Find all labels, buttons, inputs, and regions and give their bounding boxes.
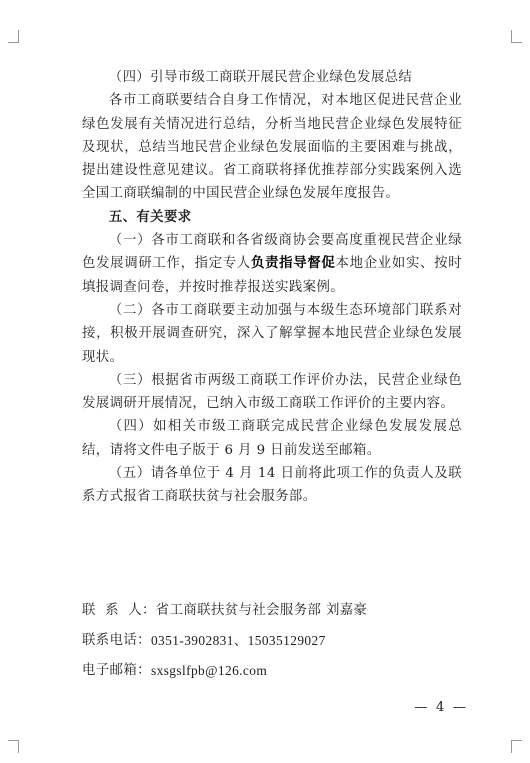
section-heading-requirements: 五、有关要求 xyxy=(108,208,192,225)
paragraph-requirement-2: （二）各市工商联要主动加强与本级生态环境部门联系对接，积极开展调查研究，深入了解掌握本地民营企业绿色发展现状。 xyxy=(82,302,462,365)
paragraph-requirement-3: （三）根据省市两级工商联工作评价办法，民营企业绿色发展调研开展情况，已纳入市级工商联工作评价的主要内容。 xyxy=(82,372,462,412)
document-body xyxy=(82,66,462,509)
paragraph-requirement-1 xyxy=(82,229,462,299)
contact-block xyxy=(82,596,462,686)
contact-phone-label: 联系电话： xyxy=(82,633,151,648)
requirement-1-text-before: （一）各市工商联和各省级商协会要高度重视民营企业绿色发展调研工作，指定专人 xyxy=(82,233,462,272)
requirement-1-text-after: 本地企业如实、按时填报调查问卷，并按时推荐报送实践案例。 xyxy=(82,256,462,295)
contact-phone-row xyxy=(82,626,462,656)
contact-email-value: sxsgslfpb@126.com xyxy=(150,663,268,678)
crop-mark-bottom-right xyxy=(511,740,522,753)
crop-mark-bottom-left xyxy=(8,740,19,753)
paragraph-requirement-5: （五）请各单位于 4 月 14 日前将此项工作的负责人及联系方式报省工商联扶贫与社会服务部。 xyxy=(82,466,462,505)
contact-person-value: 省工商联扶贫与社会服务部 刘嘉豪 xyxy=(155,603,368,618)
crop-mark-top-left xyxy=(8,30,19,43)
paragraph-requirement-4: （四）如相关市级工商联完成民营企业绿色发展发展总结，请将文件电子版于 6 月 9 日前发送至邮箱。 xyxy=(82,419,462,458)
section-heading-4: （四）引导市级工商联开展民营企业绿色发展总结 xyxy=(108,70,413,85)
paragraph-summary: 各市工商联要结合自身工作情况，对本地区促进民营企业绿色发展有关情况进行总结，分析当地民营企业绿色发展特征及现状，总结当地民营企业绿色发展面临的主要困难与挑战，提出建设性意见建议。省工商联将择优推荐部分实践案例入选全国工商联编制的中国民营企业绿色发展年度报告。 xyxy=(82,93,462,202)
contact-email-row xyxy=(82,656,462,686)
crop-mark-top-right xyxy=(511,30,522,43)
contact-person-row xyxy=(82,596,462,626)
contact-person-label: 联 系 人： xyxy=(82,603,156,618)
page-number: — 4 — xyxy=(414,700,468,715)
contact-email-label: 电子邮箱： xyxy=(82,663,151,678)
requirement-1-highlight: 负责指导督促 xyxy=(251,255,336,272)
contact-phone-value: 0351-3902831、15035129027 xyxy=(150,633,326,648)
